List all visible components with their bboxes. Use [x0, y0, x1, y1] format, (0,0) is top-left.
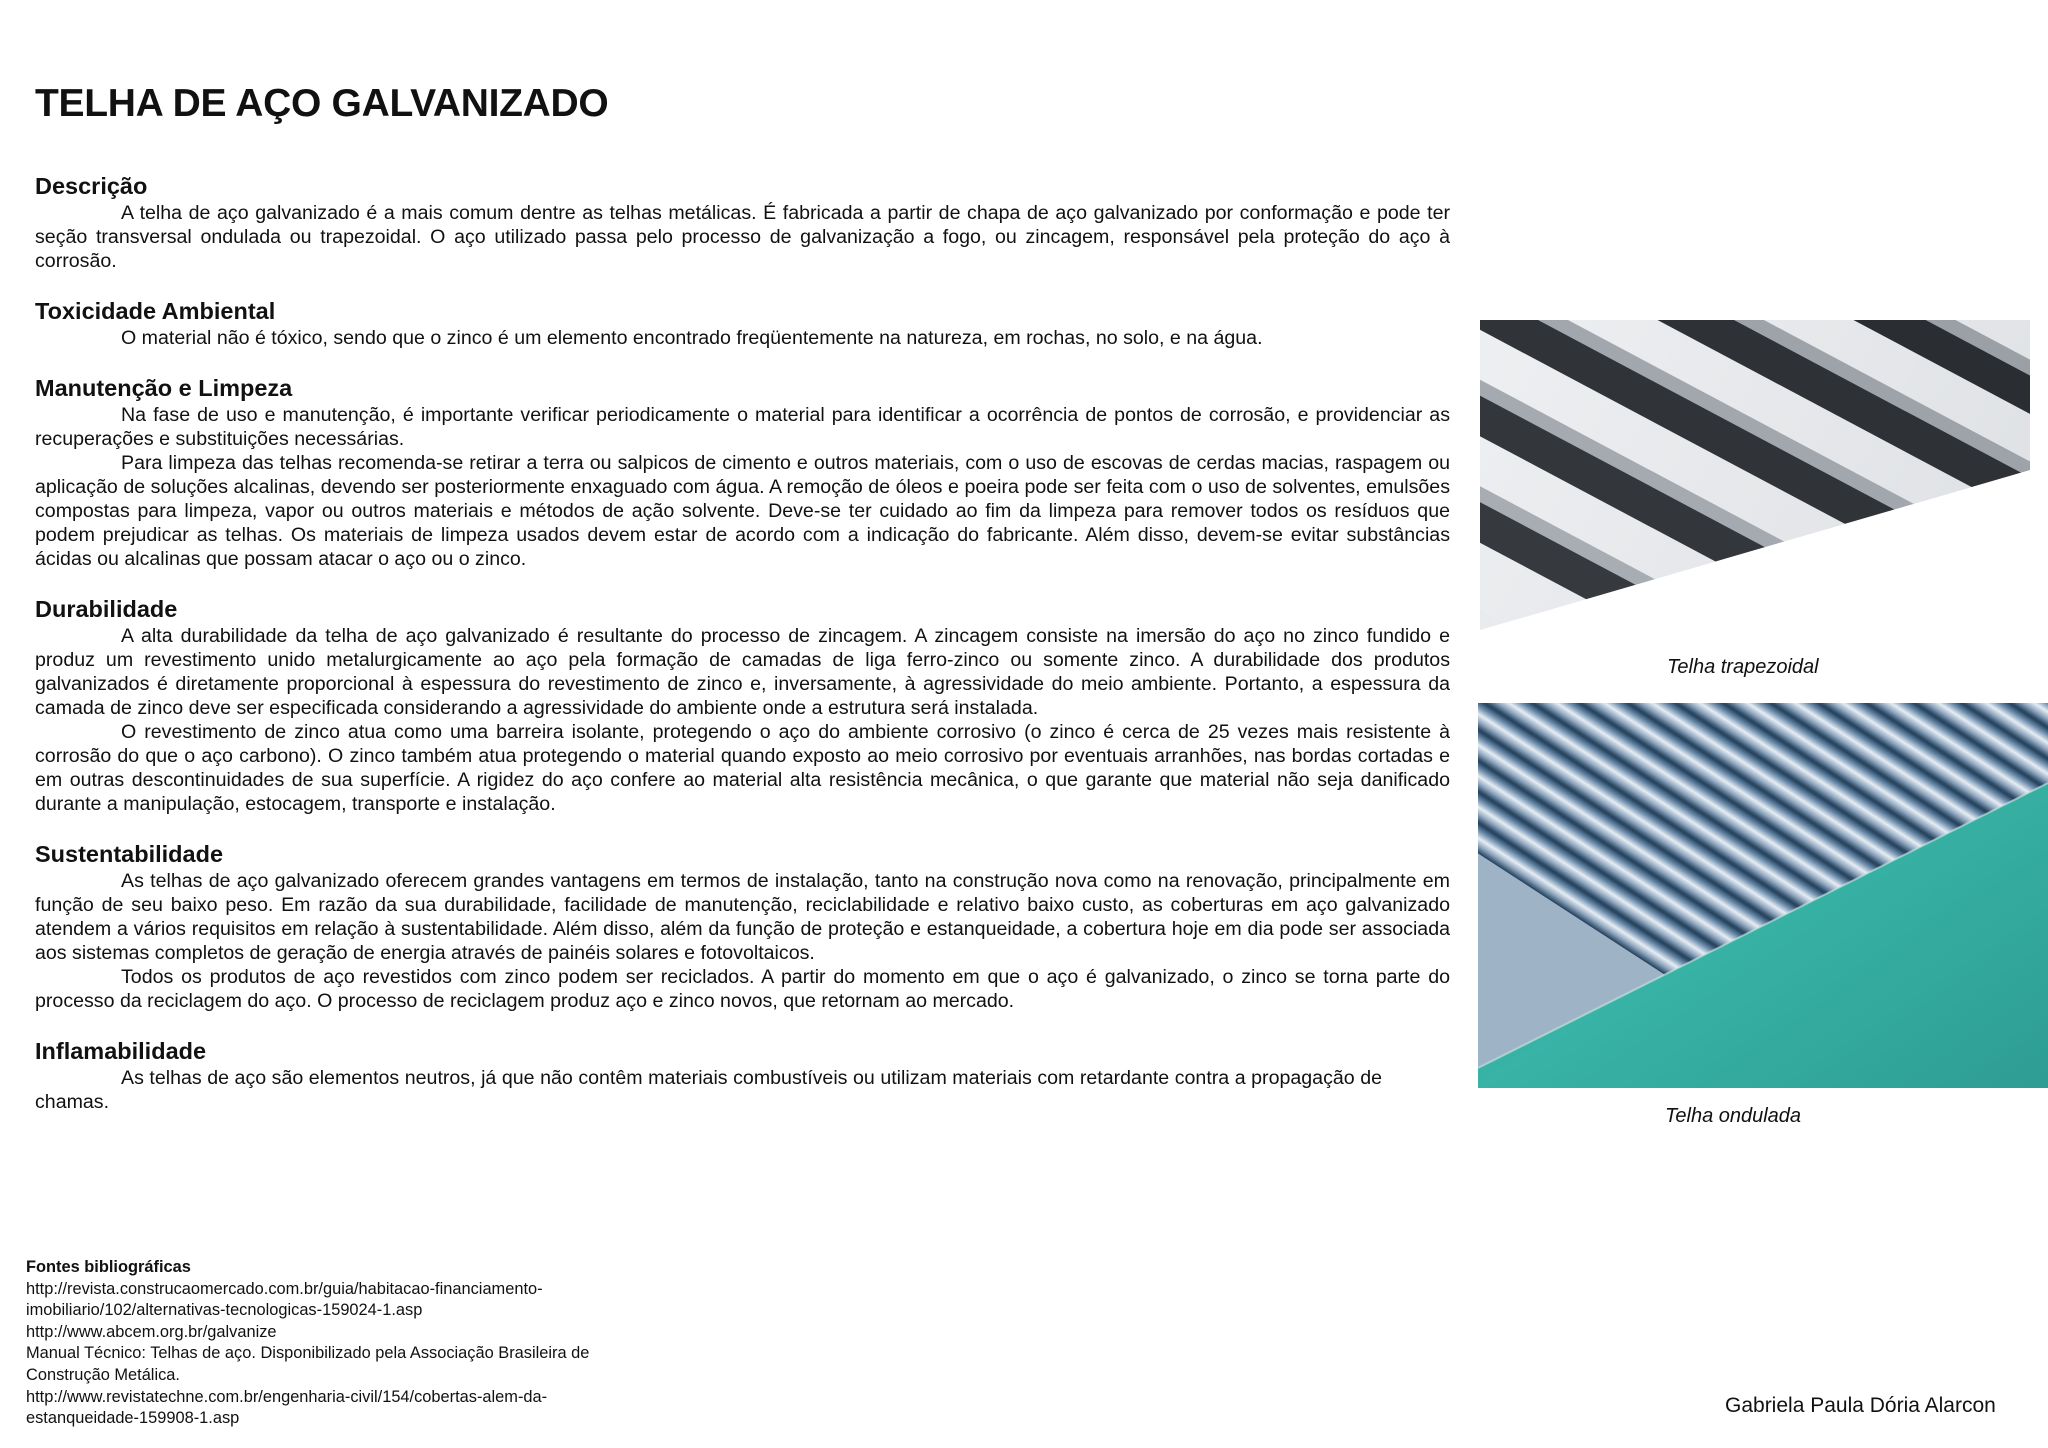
trapezoidal-roof-image [1480, 320, 2030, 630]
reference-line: estanqueidade-159908-1.asp [26, 1409, 240, 1428]
main-content [35, 172, 1450, 1138]
section-paragraph: O material não é tóxico, sendo que o zinco é um elemento encontrado freqüentemente na natureza, em rochas, no solo, e na água. [121, 327, 1263, 349]
section-heading: Toxicidade Ambiental [35, 298, 276, 324]
section-manutencao [35, 374, 1450, 571]
trapezoidal-caption: Telha trapezoidal [1667, 656, 1819, 678]
section-heading: Inflamabilidade [35, 1038, 207, 1064]
section-paragraph: As telhas de aço galvanizado oferecem grandes vantagens em termos de instalação, tanto na construção nova como na renovação, principalmente em função de seu baixo peso. Em razão da sua durabilidade, facilidade de manutenção, reciclabilidade e relativo baixo custo, as coberturas em aço galvanizado atendem a vários requisitos em relação à sustentabilidade. Além disso, além da função de proteção e estanqueidade, a cobertura hoje em dia pode ser associada aos sistemas completos de geração de energia através de painéis solares e fotovoltaicos. [35, 870, 1450, 964]
reference-line: imobiliario/102/alternativas-tecnologicas-159024-1.asp [26, 1301, 423, 1320]
trapezoidal-roof-photo [1480, 320, 2030, 630]
references [26, 1257, 676, 1430]
corrugated-roof-photo [1478, 703, 2048, 1088]
section-toxicidade [35, 297, 1450, 350]
reference-line: http://www.abcem.org.br/galvanize [26, 1322, 277, 1341]
corrugated-caption: Telha ondulada [1665, 1105, 1802, 1127]
reference-line: Construção Metálica. [26, 1365, 180, 1384]
reference-line: Manual Técnico: Telhas de aço. Disponibilizado pela Associação Brasileira de [26, 1344, 590, 1363]
section-heading: Descrição [35, 173, 148, 199]
section-heading: Manutenção e Limpeza [35, 375, 293, 401]
section-sustentabilidade [35, 840, 1450, 1013]
section-paragraph: A alta durabilidade da telha de aço galvanizado é resultante do processo de zincagem. A zincagem consiste na imersão do aço no zinco fundido e produz um revestimento unido metalurgicamente ao aço pela formação de camadas de liga ferro-zinco ou somente zinco. A durabilidade dos produtos galvanizados é diretamente proporcional à espessura do revestimento de zinco e, inversamente, à agressividade do meio ambiente. Portanto, a espessura da camada de zinco deve ser especificada considerando a agressividade do ambiente onde a estrutura será instalada. [35, 625, 1450, 719]
reference-line: http://www.revistatechne.com.br/engenharia-civil/154/cobertas-alem-da- [26, 1387, 548, 1406]
section-heading: Durabilidade [35, 596, 178, 622]
references-title: Fontes bibliográficas [26, 1258, 191, 1276]
section-heading: Sustentabilidade [35, 841, 224, 867]
section-paragraph: Todos os produtos de aço revestidos com zinco podem ser reciclados. A partir do momento em que o aço é galvanizado, o zinco se torna parte do processo da reciclagem do aço. O processo de reciclagem produz aço e zinco novos, que retornam ao mercado. [35, 966, 1450, 1012]
reference-line: http://revista.construcaomercado.com.br/guia/habitacao-financiamento- [26, 1279, 543, 1298]
page-title: TELHA DE AÇO GALVANIZADO [35, 82, 609, 125]
section-paragraph: As telhas de aço são elementos neutros, já que não contêm materiais combustíveis ou utilizam materiais com retardante contra a propagação de chamas. [35, 1067, 1382, 1113]
section-paragraph: Para limpeza das telhas recomenda-se retirar a terra ou salpicos de cimento e outros materiais, com o uso de escovas de cerdas macias, raspagem ou aplicação de soluções alcalinas, devendo ser posteriormente enxaguado com água. A remoção de óleos e poeira pode ser feita com o uso de solventes, emulsões compostas para limpeza, vapor ou outros materiais e métodos de ação solvente. Deve-se ter cuidado ao fim da limpeza para remover todos os resíduos que podem prejudicar as telhas. Os materiais de limpeza usados devem estar de acordo com a indicação do fabricante. Além disso, devem-se evitar substâncias ácidas ou alcalinas que possam atacar o aço ou o zinco. [35, 452, 1450, 570]
section-durabilidade [35, 595, 1450, 816]
section-paragraph: O revestimento de zinco atua como uma barreira isolante, protegendo o aço do ambiente corrosivo (o zinco é cerca de 25 vezes mais resistente à corrosão do que o aço carbono). O zinco também atua protegendo o material quando exposto ao meio corrosivo por eventuais arranhões, nas bordas cortadas e em outras descontinuidades de sua superfície. A rigidez do aço confere ao material alta resistência mecânica, o que garante que material não seja danificado durante a manipulação, estocagem, transporte e instalação. [35, 721, 1450, 815]
section-paragraph: A telha de aço galvanizado é a mais comum dentre as telhas metálicas. É fabricada a partir de chapa de aço galvanizado por conformação e pode ter seção transversal ondulada ou trapezoidal. O aço utilizado passa pelo processo de galvanização a fogo, ou zincagem, responsável pela proteção do aço à corrosão. [35, 202, 1450, 272]
corrugated-roof-image [1478, 703, 2048, 1088]
section-descricao [35, 172, 1450, 273]
author-name: Gabriela Paula Dória Alarcon [1725, 1394, 1996, 1417]
section-paragraph: Na fase de uso e manutenção, é importante verificar periodicamente o material para identificar a ocorrência de pontos de corrosão, e providenciar as recuperações e substituições necessárias. [35, 404, 1450, 450]
section-inflamabilidade [35, 1037, 1450, 1114]
